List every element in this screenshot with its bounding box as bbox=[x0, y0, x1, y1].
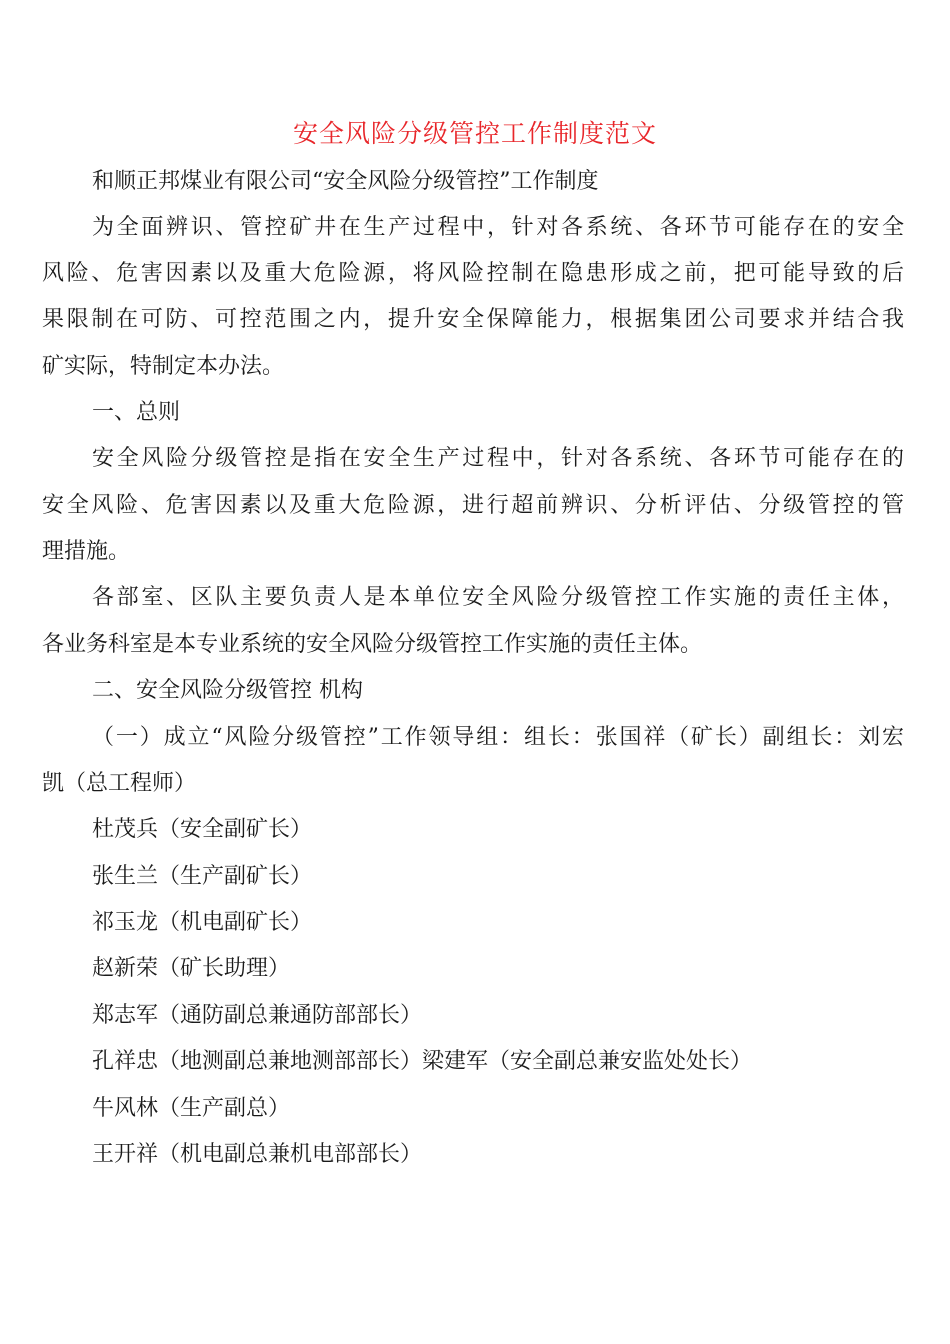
section-heading: 二、安全风险分级管控 机构 bbox=[92, 678, 363, 703]
paragraph-line: （一）成立“风险分级管控”工作领导组：组长：张国祥（矿长）副组长：刘宏 bbox=[92, 725, 904, 750]
member-line: 郑志军（通防副总兼通防部部长） bbox=[92, 1003, 423, 1028]
document-title: 安全风险分级管控工作制度范文 bbox=[292, 119, 657, 148]
paragraph-line: 理措施。 bbox=[42, 539, 131, 564]
paragraph-line: 各部室、区队主要负责人是本单位安全风险分级管控工作实施的责任主体， bbox=[92, 585, 904, 610]
member-line: 孔祥忠（地测副总兼地测部部长）梁建军（安全副总兼安监处处长） bbox=[92, 1049, 753, 1074]
member-line: 杜茂兵（安全副矿长） bbox=[92, 817, 313, 842]
member-line: 张生兰（生产副矿长） bbox=[92, 864, 313, 889]
member-line: 牛风林（生产副总） bbox=[92, 1096, 291, 1121]
member-line: 祁玉龙（机电副矿长） bbox=[92, 910, 313, 935]
paragraph-line: 为全面辨识、管控矿井在生产过程中，针对各系统、各环节可能存在的安全 bbox=[92, 215, 904, 240]
section-heading: 一、总则 bbox=[92, 400, 181, 425]
member-line: 王开祥（机电副总兼机电部部长） bbox=[92, 1142, 423, 1167]
member-line: 赵新荣（矿长助理） bbox=[92, 956, 291, 981]
paragraph-line: 凯（总工程师） bbox=[42, 771, 197, 796]
paragraph-line: 安全风险分级管控是指在安全生产过程中，针对各系统、各环节可能存在的 bbox=[92, 446, 904, 471]
paragraph-line: 安全风险、危害因素以及重大危险源，进行超前辨识、分析评估、分级管控的管 bbox=[42, 493, 904, 518]
paragraph-line: 矿实际，特制定本办法。 bbox=[42, 354, 285, 379]
paragraph-line: 果限制在可防、可控范围之内，提升安全保障能力，根据集团公司要求并结合我 bbox=[42, 307, 904, 332]
document-subtitle: 和顺正邦煤业有限公司“安全风险分级管控”工作制度 bbox=[92, 169, 599, 194]
paragraph-line: 各业务科室是本专业系统的安全风险分级管控工作实施的责任主体。 bbox=[42, 632, 703, 657]
paragraph-line: 风险、危害因素以及重大危险源，将风险控制在隐患形成之前，把可能导致的后 bbox=[42, 261, 904, 286]
